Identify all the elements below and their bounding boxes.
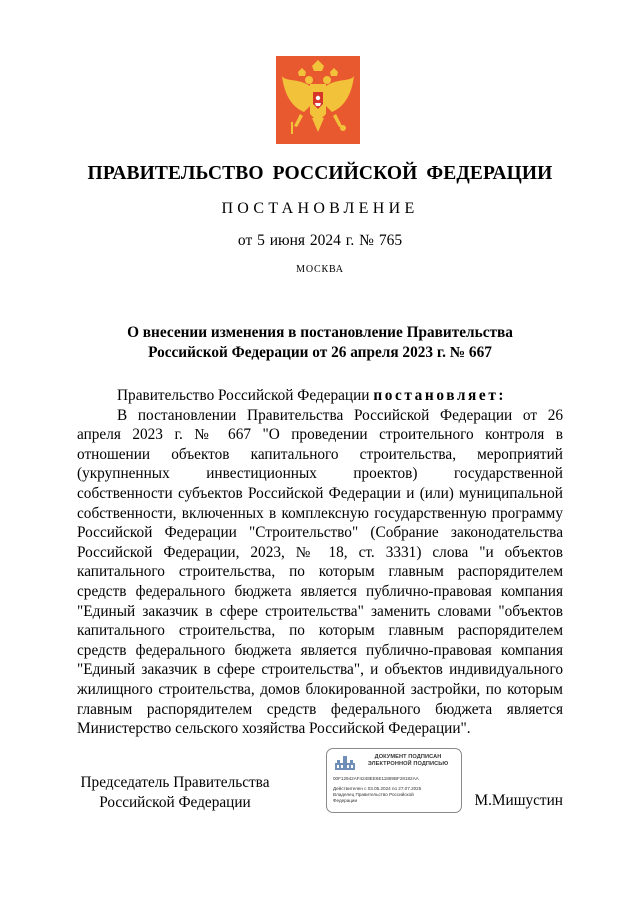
electronic-signature-stamp bbox=[326, 748, 462, 813]
subject-line-1: О внесении изменения в постановление Правительства bbox=[127, 324, 513, 341]
stamp-heading-line-2: ЭЛЕКТРОННОЙ ПОДПИСЬЮ bbox=[367, 761, 449, 767]
main-paragraph: В постановлении Правительства Российской Федерации от 26 апреля 2023 г. № 667 "О проведении строительного контроля в отношении объектов капитального строительства, мероприятий (укрупненных инвестиционных проектов) государственной собственности субъектов Российской Федерации и (или) муниципальной собственности, включенных в комплексную государственную программу Российской Федерации "Строительство" (Собрание законодательства Российской Федерации, 2023, № 18, ст. 3331) слова "и объектов капитального строительства, по которым главным распорядителем средств федерального бюджета является публично-правовая компания "Единый заказчик в сфере строительства" заменить словами "объектов капитального строительства, по которым главным распорядителем средств федерального бюджета является публично-правовая компания "Единый заказчик в сфере строительства", и объектов индивидуального жилищного строительства, домов блокированной застройки, по которым главным распорядителем средств федерального бюджета является Министерство сельского хозяйства Российской Федерации". bbox=[77, 406, 563, 738]
intro-paragraph bbox=[77, 386, 563, 406]
intro-text: Правительство Российской Федерации bbox=[117, 387, 374, 404]
document-type: ПОСТАНОВЛЕНИЕ bbox=[221, 200, 419, 217]
coat-of-arms-icon bbox=[276, 56, 360, 144]
stamp-certificate: 00F12942AF4248EE6E11889BF28182AA bbox=[333, 776, 419, 781]
city: МОСКВА bbox=[296, 264, 344, 275]
stamp-owner-line-2: Федерации bbox=[333, 798, 358, 803]
date-and-number: от 5 июня 2024 г. № 765 bbox=[237, 232, 403, 249]
stamp-validity: Действителен с 03.05.2024 по 27.07.2025 bbox=[333, 786, 422, 791]
signer-title-line-1: Председатель Правительства bbox=[80, 774, 270, 791]
stamp-heading bbox=[359, 754, 457, 768]
subject-line-2: Российской Федерации от 26 апреля 2023 г. № 667 bbox=[148, 344, 492, 361]
signer-name: М.Мишустин bbox=[474, 792, 563, 809]
document-subject bbox=[0, 323, 640, 363]
stamp-owner-line-1: Владелец Правительство Российской bbox=[333, 792, 414, 797]
decree-verb: постановляет: bbox=[373, 387, 507, 404]
stamp-heading-line-1: ДОКУМЕНТ ПОДПИСАН bbox=[374, 754, 442, 760]
signer-title bbox=[70, 773, 280, 812]
government-title: ПРАВИТЕЛЬСТВО РОССИЙСКОЙ ФЕДЕРАЦИИ bbox=[87, 163, 553, 184]
signer-title-line-2: Российской Федерации bbox=[99, 793, 251, 811]
kremlin-building-icon bbox=[334, 755, 356, 776]
document-body bbox=[77, 386, 563, 739]
